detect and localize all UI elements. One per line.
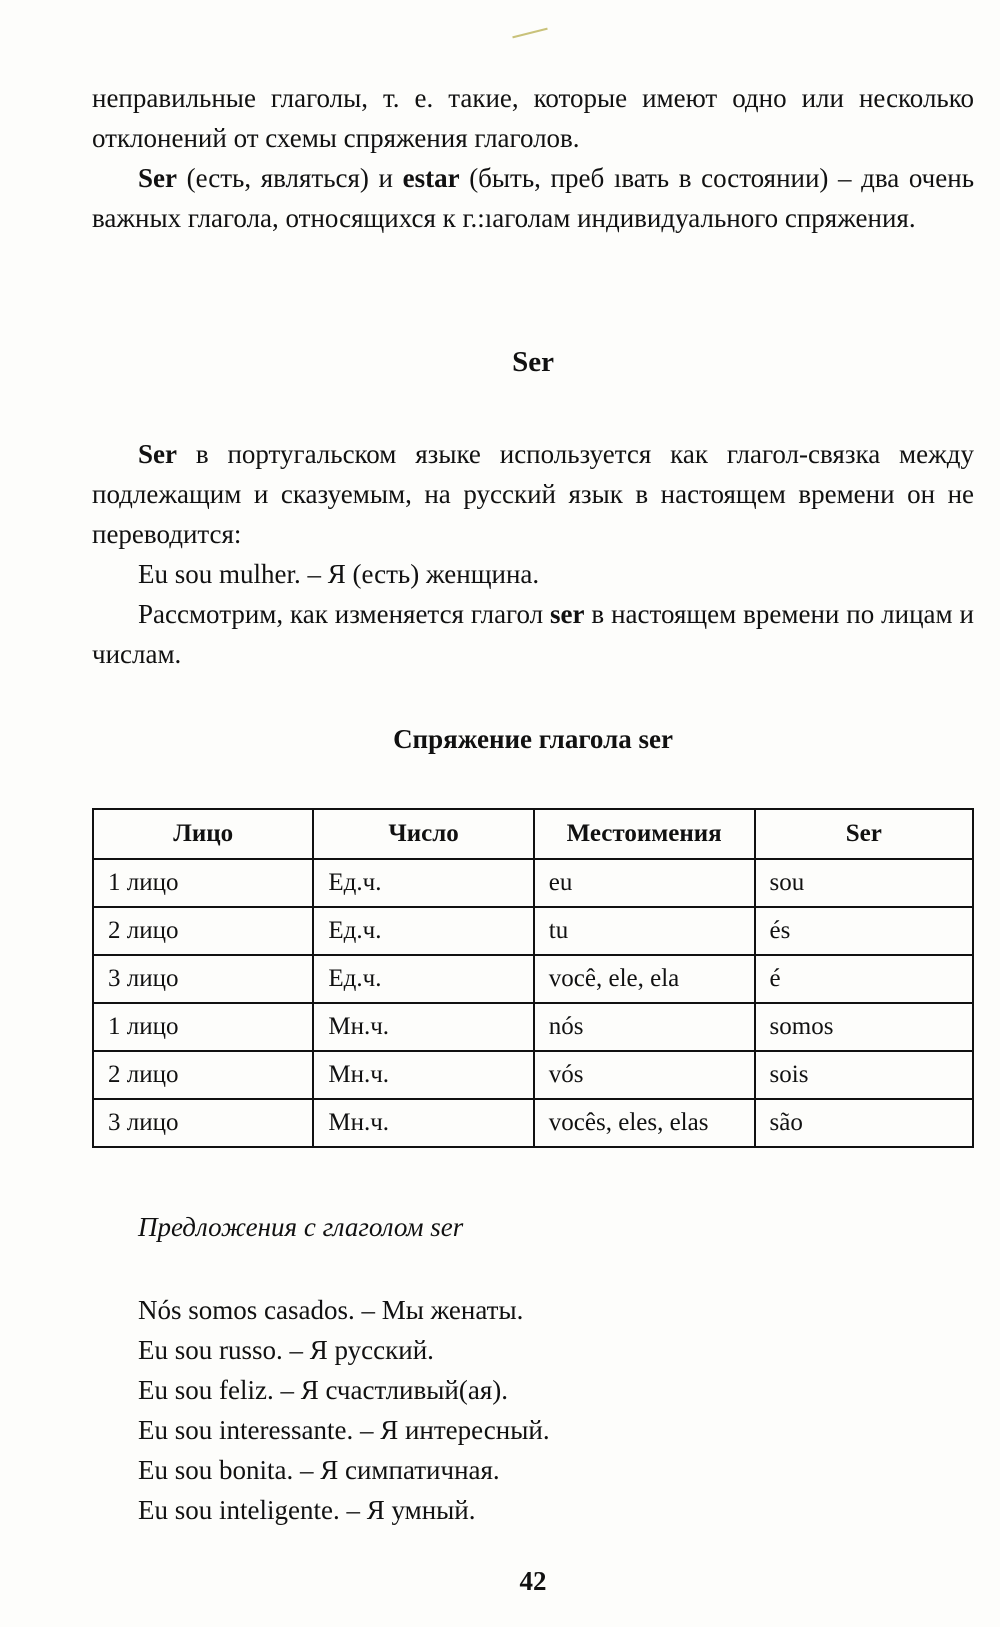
list-item: Eu sou interessante. – Я интересный. [138,1415,550,1445]
list-item: Eu sou russo. – Я русский. [138,1335,434,1365]
cell-number: Ед.ч. [313,955,533,1003]
cell-person: 1 лицо [93,1003,313,1051]
list-item: Eu sou bonita. – Я симпатичная. [138,1455,500,1485]
paragraph-intro: неправильные глаголы, т. е. такие, которые имеют одно или несколько отклонений от схемы спряжения глаголов. [92,83,974,153]
table-row [93,1003,973,1051]
term-ser: Ser [138,439,177,469]
table-row [93,1051,973,1099]
conjugation-table [92,808,974,1148]
cell-pronoun: vós [534,1051,755,1099]
header-number: Число [313,809,533,859]
header-ser: Ser [755,809,973,859]
term-ser: Ser [138,163,177,193]
pencil-mark [512,28,547,39]
cell-pronoun: eu [534,859,755,907]
cell-form: são [755,1099,973,1147]
table-row [93,859,973,907]
list-item: Eu sou feliz. – Я счастливый(ая). [138,1375,508,1405]
page-number: 42 [519,1566,547,1596]
table-header-row [93,809,973,859]
term-estar: estar [402,163,460,193]
cell-person: 2 лицо [93,907,313,955]
paragraph-conjugation-intro: Рассмотрим, как изменяется глагол ser в настоящем времени по лицам и числам. [92,599,974,669]
cell-pronoun: você, ele, ela [534,955,755,1003]
cell-form: é [755,955,973,1003]
cell-pronoun: tu [534,907,755,955]
list-item: Nós somos casados. – Мы женаты. [138,1295,524,1325]
term-ser: ser [550,599,585,629]
table-title: Спряжение глагола ser [393,724,673,754]
book-page [92,0,974,1627]
cell-person: 3 лицо [93,1099,313,1147]
cell-number: Ед.ч. [313,859,533,907]
cell-form: sois [755,1051,973,1099]
cell-number: Мн.ч. [313,1051,533,1099]
cell-pronoun: vocês, eles, elas [534,1099,755,1147]
examples-title: Предложения с глаголом ser [138,1212,464,1242]
examples-list [138,1290,550,1530]
cell-number: Ед.ч. [313,907,533,955]
table-row [93,955,973,1003]
cell-form: sou [755,859,973,907]
header-pronouns: Местоимения [534,809,755,859]
cell-number: Мн.ч. [313,1099,533,1147]
cell-form: és [755,907,973,955]
paragraph-ser-usage: Ser в португальском языке используется как глагол-связка между подлежащим и сказуемым, на русский язык в настоящем времени он не переводится: [92,439,974,549]
list-item: Eu sou inteligente. – Я умный. [138,1495,476,1525]
table-row [93,907,973,955]
paragraph-example: Eu sou mulher. – Я (есть) женщина. [138,559,540,589]
section-heading-ser: Ser [512,346,554,378]
cell-pronoun: nós [534,1003,755,1051]
table-row [93,1099,973,1147]
header-person: Лицо [93,809,313,859]
cell-person: 1 лицо [93,859,313,907]
cell-form: somos [755,1003,973,1051]
cell-number: Мн.ч. [313,1003,533,1051]
cell-person: 2 лицо [93,1051,313,1099]
cell-person: 3 лицо [93,955,313,1003]
paragraph-ser-estar: Ser (есть, являться) и estar (быть, преб ıвать в состоянии) – два очень важных глагола, относящихся к г.:ıаголам индивидуального спряжения. [92,163,975,233]
